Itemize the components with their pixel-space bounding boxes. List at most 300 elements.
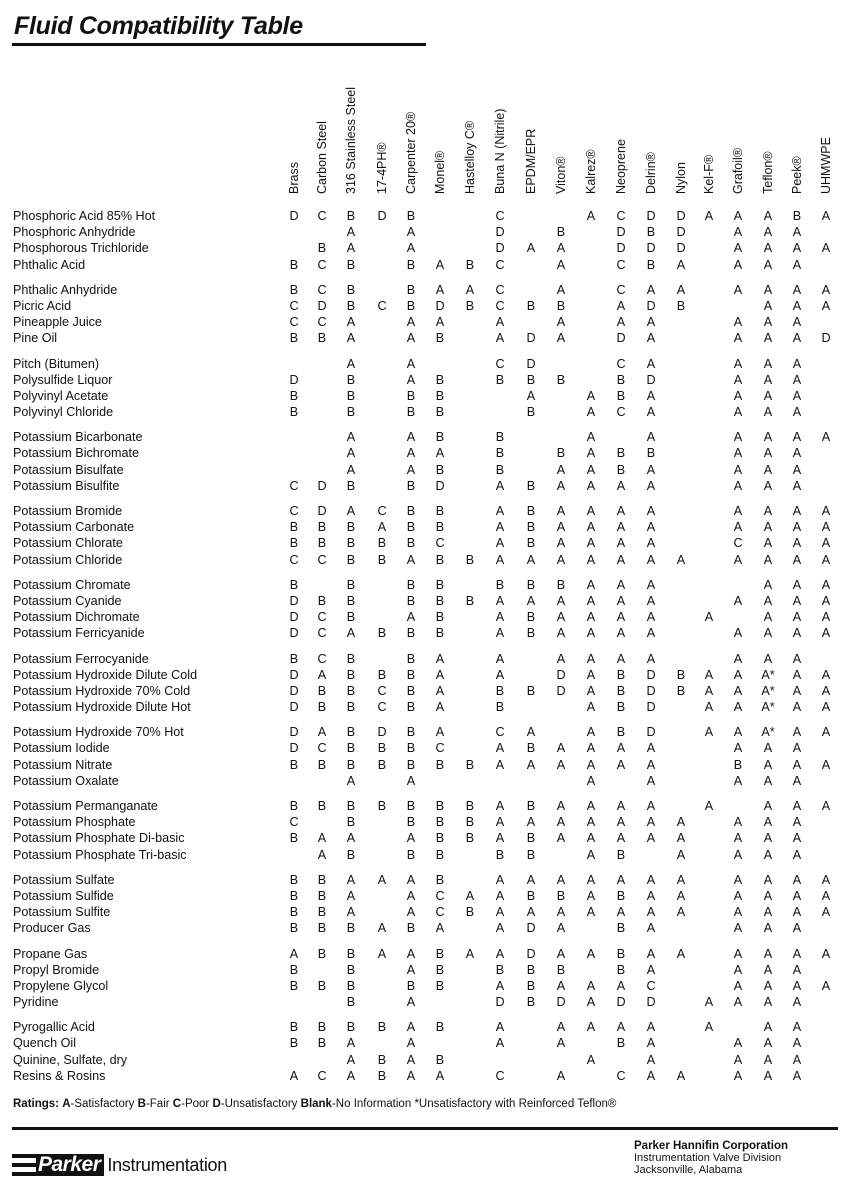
rating-cell: A <box>406 552 416 567</box>
rating-cell: A <box>377 946 387 961</box>
rating-cell: D <box>646 241 656 256</box>
table-row <box>0 609 850 625</box>
rating-cell: A <box>586 1020 596 1035</box>
rating-cell: A <box>792 372 802 387</box>
fluid-name: Potassium Oxalate <box>13 773 119 788</box>
rating-cell: A <box>676 1068 686 1083</box>
rating-cell: B <box>495 700 505 715</box>
rating-cell: A <box>495 831 505 846</box>
rating-cell: A <box>406 905 416 920</box>
rating-cell: B <box>435 610 445 625</box>
rating-cell: B <box>346 388 356 403</box>
fluid-name: Potassium Chlorate <box>13 536 123 551</box>
rating-cell: A <box>289 1068 299 1083</box>
rating-cell: C <box>317 552 327 567</box>
rating-cell: A* <box>761 683 775 698</box>
rating-cell: B <box>616 700 626 715</box>
rating-cell: B <box>526 888 536 903</box>
rating-cell: C <box>616 356 626 371</box>
rating-cell: B <box>465 757 475 772</box>
rating-cell: A <box>435 683 445 698</box>
rating-cell: A <box>792 626 802 641</box>
rating-cell: B <box>346 593 356 608</box>
rating-cell: A <box>317 667 327 682</box>
rating-cell: B <box>406 667 416 682</box>
row-group <box>0 1019 850 1084</box>
rating-cell: A <box>556 241 566 256</box>
fluid-name: Potassium Chloride <box>13 552 123 567</box>
fluid-name: Potassium Bichromate <box>13 446 139 461</box>
rating-cell: A <box>346 888 356 903</box>
rating-cell: A <box>586 815 596 830</box>
rating-cell: A <box>346 1036 356 1051</box>
fluid-name: Phthalic Anhydride <box>13 282 118 297</box>
rating-cell: A <box>346 225 356 240</box>
table-row <box>0 757 850 773</box>
column-header-grafoil: Grafoil® <box>731 147 745 194</box>
rating-cell: A <box>495 872 505 887</box>
table-row <box>0 593 850 609</box>
rating-cell: B <box>616 667 626 682</box>
rating-cell: B <box>317 872 327 887</box>
table-row <box>0 847 850 863</box>
rating-cell: A <box>556 799 566 813</box>
rating-cell: A <box>495 946 505 961</box>
rating-cell: B <box>406 405 416 420</box>
column-header-carpenter-20: Carpenter 20® <box>404 111 418 194</box>
rating-cell: A <box>377 921 387 936</box>
rating-cell: A <box>763 1068 773 1083</box>
rating-cell: A <box>556 651 566 666</box>
rating-cell: A <box>646 520 656 535</box>
rating-cell: B <box>346 921 356 936</box>
rating-cell: A <box>733 683 743 698</box>
rating-cell: A <box>763 978 773 993</box>
rating-key: Blank <box>300 1098 332 1110</box>
rating-cell: C <box>495 298 505 313</box>
rating-cell: B <box>406 520 416 535</box>
fluid-name: Potassium Dichromate <box>13 610 140 625</box>
row-group <box>0 429 850 494</box>
rating-cell: A <box>821 757 831 772</box>
rating-cell: B <box>346 1020 356 1035</box>
rating-cell: B <box>435 799 445 813</box>
rating-cell: A <box>792 831 802 846</box>
rating-cell: A <box>733 478 743 493</box>
rating-cell: A <box>763 773 773 788</box>
rating-cell: B <box>616 888 626 903</box>
rating-cell: B <box>317 331 327 346</box>
rating-cell: B <box>526 626 536 641</box>
rating-cell: A <box>792 799 802 813</box>
rating-cell: A <box>646 478 656 493</box>
rating-cell: B <box>406 298 416 313</box>
rating-cell: D <box>646 372 656 387</box>
rating-cell: A <box>526 552 536 567</box>
rating-cell: A <box>704 1020 714 1035</box>
rating-cell: A <box>792 847 802 862</box>
rating-cell: B <box>346 577 356 592</box>
rating-cell: B <box>289 388 299 403</box>
rating-cell: A <box>763 962 773 977</box>
rating-cell: A <box>733 520 743 535</box>
rating-cell: D <box>435 298 445 313</box>
table-row <box>0 667 850 683</box>
row-group <box>0 651 850 716</box>
rating-cell: A <box>616 799 626 813</box>
rating-cell: A <box>792 888 802 903</box>
rating-cell: A <box>792 725 802 740</box>
rating-cell: D <box>646 700 656 715</box>
rating-cell: A <box>646 962 656 977</box>
fluid-name: Polyvinyl Acetate <box>13 388 109 403</box>
rating-cell: B <box>346 372 356 387</box>
rating-cell: A <box>586 995 596 1010</box>
column-header-carbon-steel: Carbon Steel <box>315 121 329 194</box>
rating-cell: A <box>465 946 475 961</box>
rating-cell: B <box>435 831 445 846</box>
rating-cell: A <box>733 462 743 477</box>
rating-cell: A <box>616 315 626 330</box>
rating-cell: A <box>586 872 596 887</box>
rating-cell: A <box>763 536 773 551</box>
rating-cell: A <box>377 872 387 887</box>
rating-cell: B <box>616 372 626 387</box>
rating-cell: A <box>495 504 505 518</box>
rating-cell: A <box>586 388 596 403</box>
table-row <box>0 519 850 535</box>
rating-cell: A <box>763 577 773 592</box>
ratings-note: *Unsatisfactory with Reinforced Teflon® <box>414 1098 617 1110</box>
rating-cell: C <box>289 504 299 518</box>
table-row <box>0 224 850 240</box>
rating-cell: B <box>346 298 356 313</box>
rating-cell: A <box>763 946 773 961</box>
rating-cell: C <box>289 552 299 567</box>
rating-cell: B <box>646 257 656 272</box>
rating-cell: B <box>676 683 686 698</box>
rating-cell: B <box>346 725 356 740</box>
rating-cell: B <box>406 282 416 297</box>
table-row <box>0 478 850 494</box>
rating-cell: A <box>556 921 566 936</box>
table-row <box>0 404 850 420</box>
table-row <box>0 535 850 551</box>
rating-cell: A <box>733 872 743 887</box>
rating-cell: A <box>733 946 743 961</box>
row-group <box>0 946 850 1011</box>
rating-cell: A <box>733 725 743 740</box>
fluid-name: Potassium Sulfite <box>13 905 111 920</box>
rating-cell: B <box>435 626 445 641</box>
rating-cell: B <box>289 577 299 592</box>
rating-cell: A <box>616 831 626 846</box>
page-title: Fluid Compatibility Table <box>14 12 303 40</box>
rating-cell: D <box>317 478 327 493</box>
rating-cell: B <box>406 700 416 715</box>
rating-cell: A <box>733 847 743 862</box>
rating-cell: A <box>792 995 802 1010</box>
rating-cell: A <box>435 282 445 297</box>
rating-cell: A <box>495 478 505 493</box>
column-header-viton: Viton® <box>554 156 568 194</box>
rating-cell: A <box>792 331 802 346</box>
table-row <box>0 282 850 298</box>
rating-cell: B <box>406 978 416 993</box>
rating-cell: D <box>646 667 656 682</box>
corp-name: Parker Hannifin Corporation <box>634 1140 788 1152</box>
rating-cell: A <box>495 593 505 608</box>
rating-cell: A <box>733 1052 743 1067</box>
table-row <box>0 904 850 920</box>
rating-cell: C <box>317 1068 327 1083</box>
rating-cell: B <box>676 298 686 313</box>
rating-cell: A <box>406 462 416 477</box>
rating-desc: -Fair <box>145 1098 170 1110</box>
rating-cell: A <box>821 888 831 903</box>
rating-cell: A <box>704 209 714 223</box>
rating-cell: A <box>465 888 475 903</box>
table-row <box>0 651 850 667</box>
row-group <box>0 356 850 421</box>
fluid-name: Propyl Bromide <box>13 962 100 977</box>
rating-cell: B <box>733 757 743 772</box>
rating-cell: A <box>406 946 416 961</box>
rating-cell: A <box>821 504 831 518</box>
rating-cell: D <box>289 593 299 608</box>
rating-cell: A <box>406 430 416 445</box>
fluid-name: Potassium Bisulfate <box>13 462 124 477</box>
rating-cell: B <box>289 831 299 846</box>
rating-cell: A <box>763 282 773 297</box>
rating-cell: B <box>346 536 356 551</box>
rating-cell: A <box>763 815 773 830</box>
rating-cell: B <box>526 504 536 518</box>
rating-cell: A <box>763 430 773 445</box>
rating-cell: A <box>646 577 656 592</box>
rating-cell: A <box>586 773 596 788</box>
rating-cell: B <box>346 700 356 715</box>
rating-cell: A <box>556 831 566 846</box>
table-row <box>0 1019 850 1035</box>
rating-cell: C <box>495 1068 505 1083</box>
rating-cell: A <box>526 593 536 608</box>
compatibility-table <box>0 208 850 1093</box>
rating-cell: A <box>763 1036 773 1051</box>
rating-cell: B <box>377 1068 387 1083</box>
rating-cell: B <box>289 905 299 920</box>
table-row <box>0 503 850 519</box>
rating-cell: B <box>289 536 299 551</box>
rating-cell: A <box>435 257 445 272</box>
rating-cell: D <box>289 610 299 625</box>
rating-cell: A <box>646 921 656 936</box>
rating-desc: -No Information <box>331 1098 412 1110</box>
rating-cell: A <box>435 667 445 682</box>
table-row <box>0 994 850 1010</box>
fluid-name: Pyridine <box>13 995 59 1010</box>
rating-cell: A <box>763 331 773 346</box>
rating-cell: B <box>406 921 416 936</box>
rating-cell: A <box>646 504 656 518</box>
rating-cell: B <box>435 520 445 535</box>
rating-cell: A <box>733 405 743 420</box>
rating-cell: A <box>704 995 714 1010</box>
rating-cell: A <box>556 1020 566 1035</box>
rating-cell: B <box>556 962 566 977</box>
rating-cell: B <box>495 430 505 445</box>
rating-cell: B <box>526 478 536 493</box>
fluid-name: Potassium Chromate <box>13 577 131 592</box>
rating-cell: A <box>317 847 327 862</box>
rating-cell: B <box>495 962 505 977</box>
rating-cell: B <box>289 921 299 936</box>
fluid-name: Quinine, Sulfate, dry <box>13 1052 128 1067</box>
rating-cell: B <box>377 667 387 682</box>
rating-cell: B <box>435 962 445 977</box>
table-row <box>0 699 850 715</box>
rating-cell: C <box>377 504 387 518</box>
row-group <box>0 577 850 642</box>
rating-cell: B <box>289 757 299 772</box>
rating-cell: D <box>495 995 505 1010</box>
rating-cell: A <box>792 388 802 403</box>
column-header-uhmwpe: UHMWPE <box>819 137 833 194</box>
rating-cell: A <box>616 298 626 313</box>
rating-cell: A <box>346 331 356 346</box>
table-row <box>0 330 850 346</box>
rating-cell: A <box>763 504 773 518</box>
rating-cell: A <box>792 536 802 551</box>
rating-cell: B <box>289 978 299 993</box>
rating-cell: A <box>676 872 686 887</box>
rating-cell: D <box>289 667 299 682</box>
rating-cell: A <box>676 847 686 862</box>
table-row <box>0 962 850 978</box>
rating-cell: A <box>586 667 596 682</box>
rating-cell: B <box>616 683 626 698</box>
rating-cell: B <box>435 388 445 403</box>
rating-cell: A <box>646 282 656 297</box>
rating-cell: A <box>406 831 416 846</box>
corp-division: Instrumentation Valve Division <box>634 1152 782 1164</box>
rating-cell: A <box>495 536 505 551</box>
rating-cell: A <box>289 946 299 961</box>
row-group <box>0 872 850 937</box>
rating-cell: A <box>346 315 356 330</box>
rating-cell: A <box>676 552 686 567</box>
rating-cell: A <box>763 241 773 256</box>
rating-cell: B <box>792 209 802 223</box>
rating-cell: D <box>556 667 566 682</box>
rating-cell: A <box>435 700 445 715</box>
rating-cell: B <box>346 651 356 666</box>
column-header-kel-f: Kel-F® <box>702 154 716 194</box>
rating-cell: B <box>317 946 327 961</box>
rating-cell: A <box>763 626 773 641</box>
rating-cell: A <box>821 946 831 961</box>
rating-cell: A <box>733 593 743 608</box>
rating-cell: A <box>586 552 596 567</box>
rating-cell: D <box>289 741 299 756</box>
rating-cell: A <box>346 462 356 477</box>
rating-cell: A <box>792 478 802 493</box>
rating-cell: B <box>317 888 327 903</box>
rating-cell: A <box>646 946 656 961</box>
rating-cell: B <box>406 683 416 698</box>
rating-cell: B <box>377 741 387 756</box>
rating-cell: A <box>821 667 831 682</box>
rating-cell: B <box>346 962 356 977</box>
rating-cell: A <box>733 905 743 920</box>
rating-cell: B <box>556 298 566 313</box>
rating-cell: D <box>646 683 656 698</box>
table-row <box>0 683 850 699</box>
rating-cell: A <box>586 799 596 813</box>
parker-logo <box>12 1150 227 1180</box>
fluid-name: Propylene Glycol <box>13 978 109 993</box>
rating-cell: B <box>406 757 416 772</box>
table-row <box>0 946 850 962</box>
rating-cell: A <box>821 905 831 920</box>
rating-cell: A <box>435 1068 445 1083</box>
rating-cell: B <box>435 847 445 862</box>
rating-cell: A <box>792 356 802 371</box>
rating-cell: B <box>495 462 505 477</box>
rating-cell: A <box>792 757 802 772</box>
rating-cell: A <box>616 978 626 993</box>
rating-desc: -Satisfactory <box>70 1098 135 1110</box>
rating-cell: A <box>676 815 686 830</box>
rating-cell: B <box>346 683 356 698</box>
fluid-name: Potassium Ferrocyanide <box>13 651 149 666</box>
rating-cell: B <box>465 552 475 567</box>
rating-cell: C <box>317 651 327 666</box>
rating-cell: A <box>646 1020 656 1035</box>
rating-cell: C <box>317 315 327 330</box>
rating-cell: B <box>406 257 416 272</box>
rating-cell: A <box>586 430 596 445</box>
rating-cell: A <box>646 741 656 756</box>
rating-cell: A <box>821 725 831 740</box>
rating-cell: A <box>556 610 566 625</box>
table-row <box>0 724 850 740</box>
rating-cell: A <box>406 356 416 371</box>
table-row <box>0 240 850 256</box>
rating-cell: A <box>406 872 416 887</box>
rating-cell: A <box>733 921 743 936</box>
rating-cell: A <box>704 683 714 698</box>
rating-cell: B <box>646 225 656 240</box>
rating-cell: A <box>495 741 505 756</box>
rating-cell: A <box>406 610 416 625</box>
rating-cell: A <box>733 773 743 788</box>
rating-cell: D <box>317 298 327 313</box>
rating-cell: A <box>616 905 626 920</box>
rating-cell: A <box>792 241 802 256</box>
rating-cell: A <box>586 577 596 592</box>
rating-cell: A <box>646 905 656 920</box>
rating-cell: B <box>526 405 536 420</box>
rating-cell: A <box>346 905 356 920</box>
rating-cell: B <box>526 831 536 846</box>
rating-cell: A <box>646 388 656 403</box>
rating-cell: B <box>465 298 475 313</box>
rating-cell: A <box>556 315 566 330</box>
rating-cell: A <box>495 315 505 330</box>
fluid-name: Potassium Permanganate <box>13 799 158 813</box>
rating-cell: B <box>346 946 356 961</box>
